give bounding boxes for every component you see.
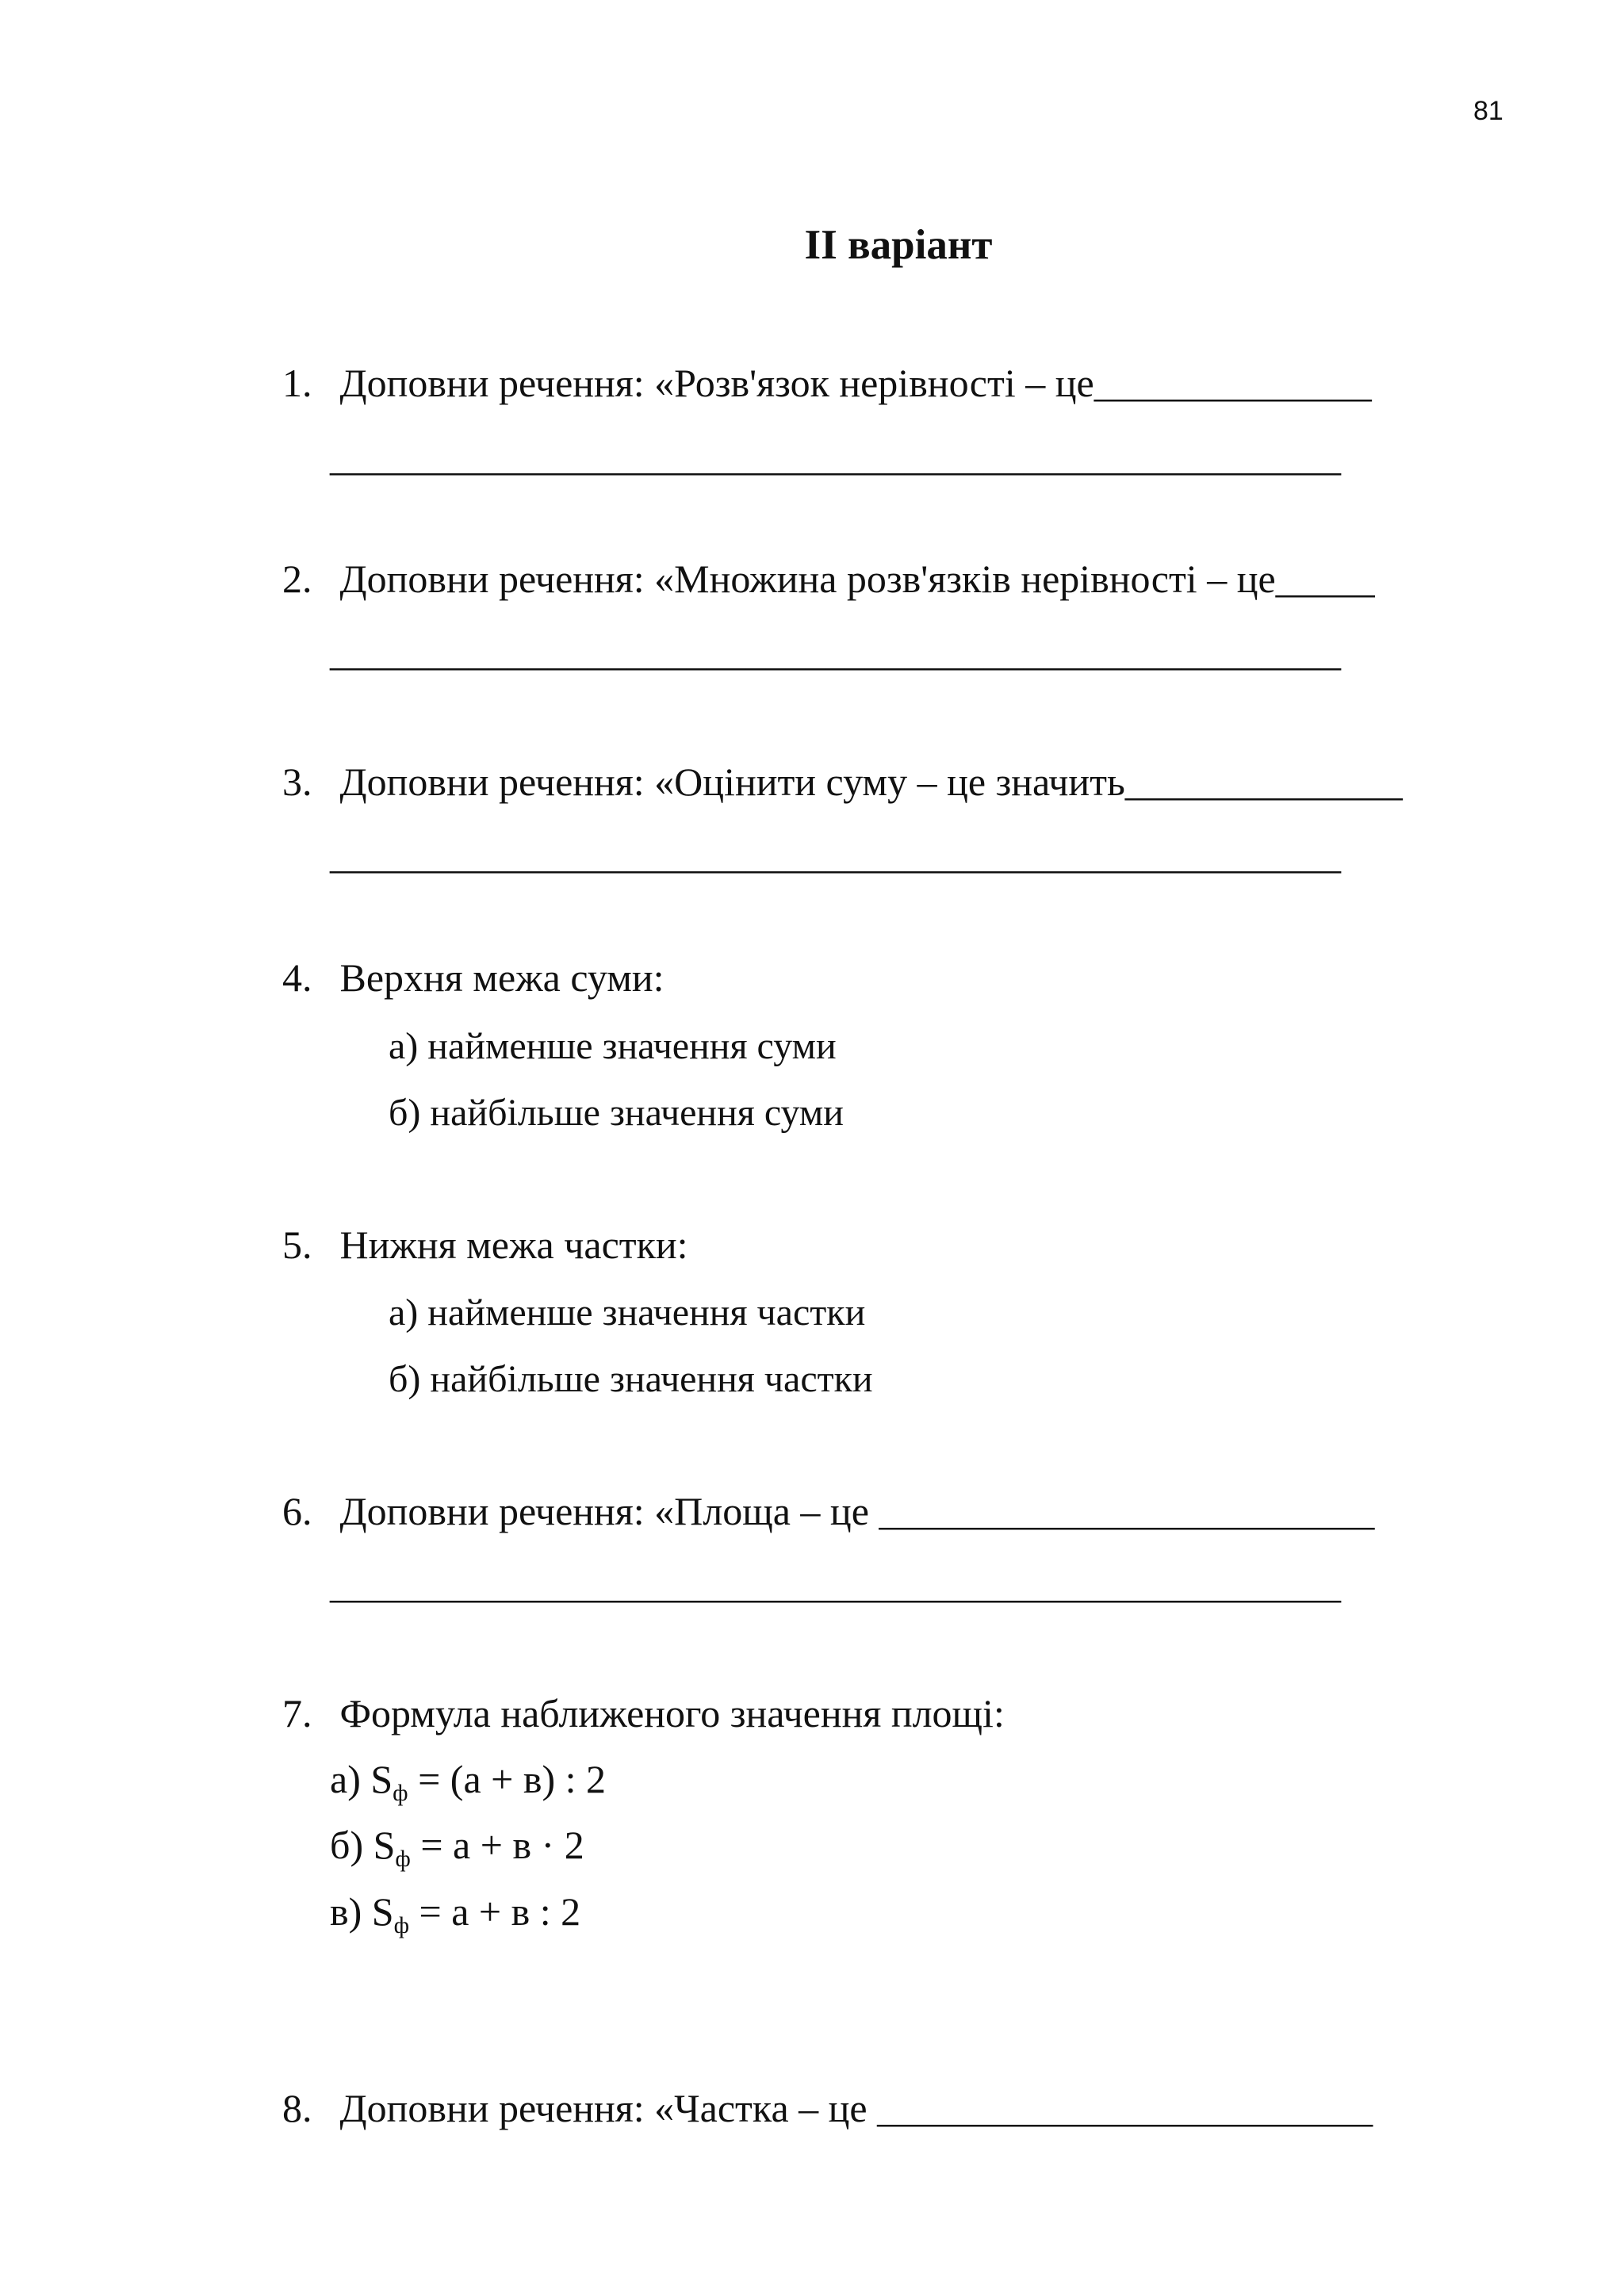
question-number: 4. bbox=[282, 955, 312, 1000]
question-7 bbox=[282, 1690, 1005, 1736]
formula-option-b: б) $S_ф = а + в \cdot 2$ bbox=[330, 1823, 584, 1872]
question-text: Доповни речення: «Частка – це _________________________ bbox=[339, 2086, 1373, 2130]
answer-line: ___________________________________________________ bbox=[330, 832, 1341, 877]
question-text: Доповни речення: «Множина розв'язків нерівності – це_____ bbox=[339, 557, 1375, 601]
question-number: 8. bbox=[282, 2086, 312, 2130]
formula-option-c: в) $S_ф = а + в$ : 2 bbox=[330, 1889, 581, 1938]
question-text: Доповни речення: «Розв'язок нерівності – це______________ bbox=[339, 361, 1372, 405]
question-text: Нижня межа частки: bbox=[339, 1223, 688, 1267]
option-a: а) найменше значення частки bbox=[389, 1292, 866, 1334]
question-6 bbox=[282, 1488, 1374, 1534]
question-text: Формула наближеного значення площі: bbox=[339, 1691, 1005, 1735]
answer-line: ___________________________________________________ bbox=[330, 1562, 1341, 1606]
question-number: 7. bbox=[282, 1691, 312, 1735]
question-number: 5. bbox=[282, 1223, 312, 1267]
question-4 bbox=[282, 955, 665, 1001]
question-5 bbox=[282, 1222, 688, 1268]
page-title: ІІ варіант bbox=[804, 222, 993, 268]
question-8 bbox=[282, 2085, 1373, 2131]
subscript: ф bbox=[393, 1780, 408, 1806]
question-2 bbox=[282, 556, 1375, 602]
question-number: 1. bbox=[282, 361, 312, 405]
question-number: 2. bbox=[282, 557, 312, 601]
formula-option-a: а) $S_ф = (а + в)$ : 2 bbox=[330, 1757, 606, 1806]
question-number: 6. bbox=[282, 1489, 312, 1533]
question-1 bbox=[282, 360, 1372, 406]
option-b: б) найбільше значення частки bbox=[389, 1358, 873, 1400]
option-b: б) найбільше значення суми bbox=[389, 1092, 844, 1134]
question-number: 3. bbox=[282, 760, 312, 804]
subscript: ф bbox=[395, 1846, 411, 1872]
page-number: 81 bbox=[1473, 96, 1503, 126]
question-text: Верхня межа суми: bbox=[339, 955, 665, 1000]
answer-line: ___________________________________________________ bbox=[330, 434, 1341, 479]
question-3 bbox=[282, 759, 1403, 805]
question-text: Доповни речення: «Оцінити суму – це значить______________ bbox=[339, 760, 1403, 804]
subscript: ф bbox=[393, 1912, 410, 1938]
option-a: а) найменше значення суми bbox=[389, 1025, 837, 1067]
answer-line: ___________________________________________________ bbox=[330, 629, 1341, 674]
question-text: Доповни речення: «Площа – це _________________________ bbox=[339, 1489, 1375, 1533]
